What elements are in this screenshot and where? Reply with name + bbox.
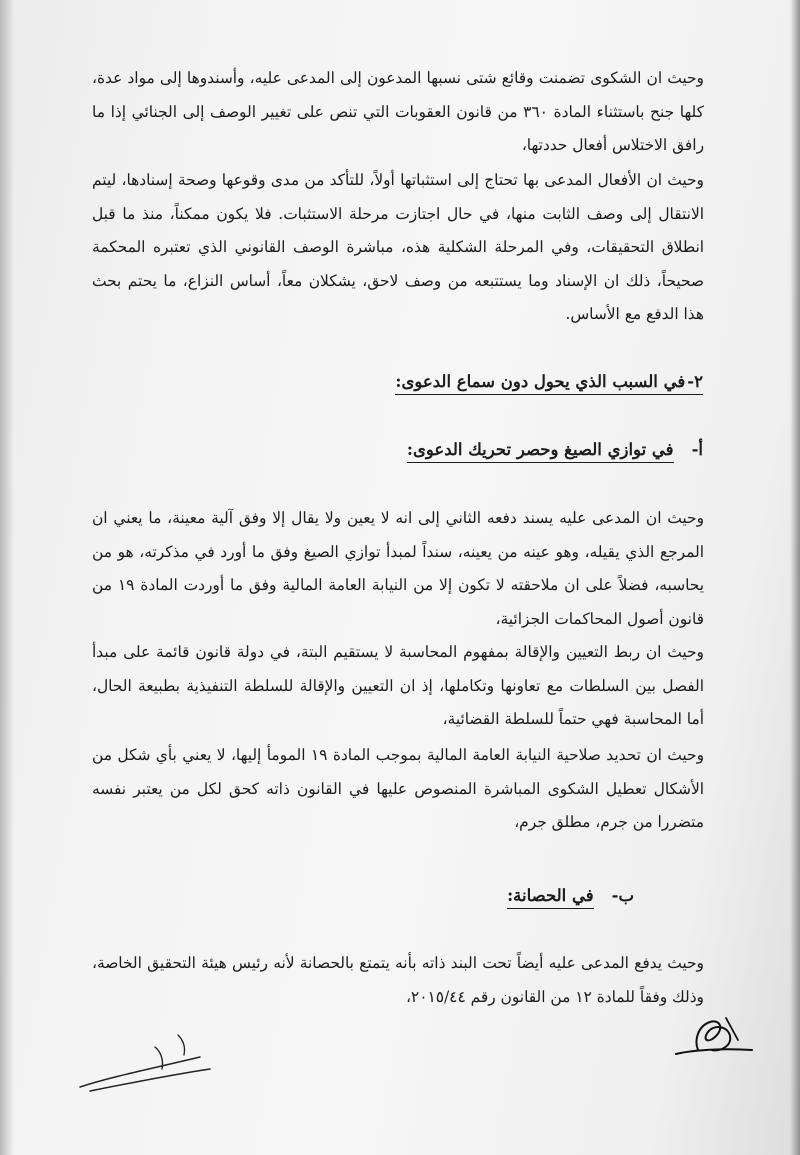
paragraph-immunity: وحيث يدفع المدعى عليه أيضاً تحت البند ذاته بأنه يتمتع بالحصانة لأنه رئيس هيئة التحقيق الخاصة، وذلك وفقاً للمادة ١٢ من القانون رقم ٢٠١٥/٤٤، [92,954,704,1006]
paragraph-complaint-facts: وحيث ان الشكوى تضمنت وقائع شتى نسبها المدعون إلى المدعى عليه، وأسندوها إلى مواد عدة، كلها جنح باستثناء المادة ٣٦٠ من قانون العقوبات التي تنص على تغيير الوصف إلى الجنائي إذا ما رافق الاختلاس أفعال حددتها، [92,69,704,154]
paragraph-alleged-acts: وحيث ان الأفعال المدعى بها تحتاج إلى استثباتها أولاً، للتأكد من مدى وقوعها وصحة إسنادها، ليتم الانتقال إلى وصف الثابت منها، في حال اجتازت مرحلة الاستثبات. فلا يكون ممكناً، منذ ما قبل انطلاق التحقيقات، وفي المرحلة الشكلية هذه، مباشرة الوصف القانوني الذي تعتبره المحكمة صحيحاً، ذلك ان الإسناد وما يستتبعه من وصف لاحق، يشكلان معاً، أساس النزاع، ما يحتم بحث هذا الدفع مع الأساس. [92,171,704,323]
paragraph-prosecution-authority: وحيث ان تحديد صلاحية النيابة العامة المالية بموجب المادة ١٩ المومأ إليها، لا يعني بأي شكل من الأشكال تعطيل الشكوى المباشرة المنصوص عليها في القانون ذاته كحق لكل من يعتبر نفسه متضررا من جرم، مطلق جرم، [92,746,704,831]
signature-right [668,1010,758,1070]
subsection-title-b: في الحصانة: [507,886,594,909]
subsection-letter-b: ب- [611,886,634,905]
subsection-title-a: في توازي الصيغ وحصر تحريك الدعوى: [407,440,674,463]
signature-left [60,1025,240,1100]
section-heading-2 [395,370,703,394]
page-edge-shadow-right [790,0,800,1155]
subsection-letter-a: أ- [691,440,703,459]
section-title: في السبب الذي يحول دون سماع الدعوى: [395,372,686,391]
page-edge-shadow-left [0,0,14,1155]
section-heading-2-underline [395,372,703,395]
paragraph-separation-of-powers: وحيث ان ربط التعيين والإقالة بمفهوم المحاسبة لا يستقيم البتة، في دولة قانون قائمة على مبدأ الفصل بين السلطات مع تعاونها وتكاملها، إذ ان التعيين والإقالة للسلطة التنفيذية بطبيعة الحال، أما المحاسبة فهي حتماً للسلطة القضائية، [92,643,704,728]
section-number: ٢- [687,372,703,391]
subsection-heading-a [407,438,703,462]
paragraph-second-defense: وحيث ان المدعى عليه يسند دفعه الثاني إلى انه لا يعين ولا يقال إلا وفق آلية معينة، ما يعني ان المرجع الذي يقيله، وهو عينه من يعينه، سنداً لمبدأ توازي الصيغ وفق ما أورد في مذكرته، هو من يحاسبه، فضلاً على ان ملاحقته لا تكون إلا من النيابة العامة المالية وفق ما أوردت المادة ١٩ من قانون أصول المحاكمات الجزائية، [92,509,704,628]
subsection-heading-b [507,884,634,908]
